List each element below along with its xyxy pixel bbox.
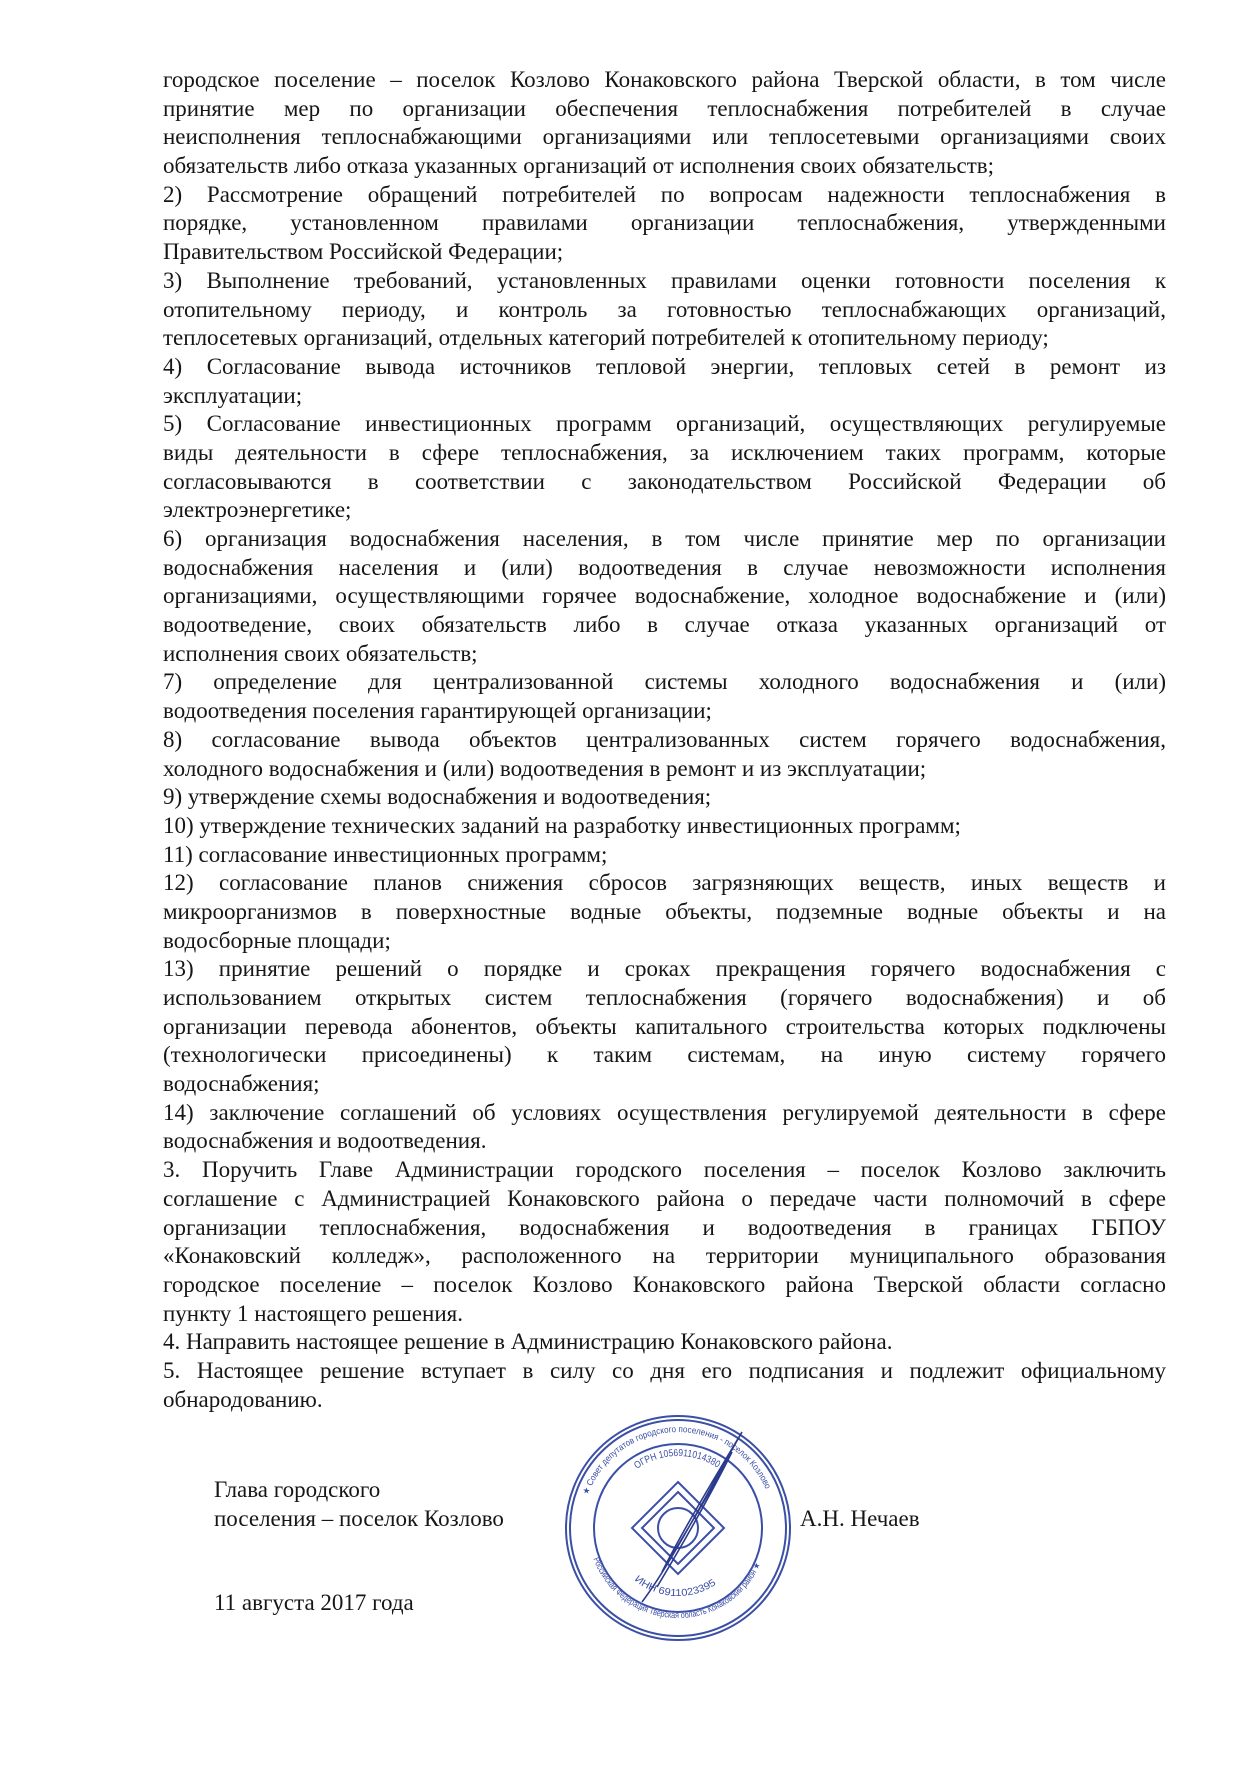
paragraph [163,353,1166,410]
text-line: виды деятельности в сфере теплоснабжения, за исключением таких программ, которые [163,439,1166,465]
document-body [163,66,1166,1414]
paragraph [163,668,1166,725]
text-line: эксплуатации; [163,382,303,408]
text-line: неисполнения теплоснабжающими организациями или теплосетевыми организациями своих [163,124,1166,150]
paragraph [163,955,1166,1098]
text-line: «Конаковский колледж», расположенного на территории муниципального образования [163,1243,1166,1269]
stamp-inn: ИНН 6911023395 [632,1573,718,1600]
paragraph [163,1328,1166,1357]
text-line: принятие мер по организации обеспечения теплоснабжения потребителей в случае [163,95,1166,121]
text-line: организации перевода абонентов, объекты капитального строительства которых подключены [163,1013,1166,1039]
text-line: порядке, установленном правилами организации теплоснабжения, утвержденными [163,210,1166,236]
text-line: водоснабжения населения и (или) водоотведения в случае невозможности исполнения [163,554,1166,580]
paragraph [163,841,1166,870]
paragraph [163,1156,1166,1328]
text-line: холодного водоснабжения и (или) водоотведения в ремонт и из эксплуатации; [163,755,927,781]
text-line: 3) Выполнение требований, установленных правилами оценки готовности поселения к [163,267,1166,293]
signatory-title-line2: поселения – поселок Козлово [214,1506,504,1531]
text-line: пункту 1 настоящего решения. [163,1300,463,1326]
text-line: исполнения своих обязательств; [163,640,478,666]
text-line: 9) утверждение схемы водоснабжения и водоотведения; [163,784,712,810]
text-line: 13) принятие решений о порядке и сроках прекращения горячего водоснабжения с [163,956,1166,982]
text-line: 5. Настоящее решение вступает в силу со дня его подписания и подлежит официальному [163,1357,1166,1383]
paragraph [163,1099,1166,1156]
text-line: 12) согласование планов снижения сбросов загрязняющих веществ, иных веществ и [163,870,1166,896]
paragraph [163,267,1166,353]
text-line: использованием открытых систем теплоснабжения (горячего водоснабжения) и об [163,985,1166,1010]
paragraph [163,869,1166,955]
paragraph [163,726,1166,783]
paragraph [163,181,1166,267]
paragraph [163,812,1166,841]
text-line: 11) согласование инвестиционных программ; [163,841,608,867]
text-line: обязательств либо отказа указанных организаций от исполнения своих обязательств; [163,153,995,179]
svg-text:ИНН 6911023395 [632,1574,718,1599]
text-line: 10) утверждение технических заданий на разработку инвестиционных программ; [163,812,961,838]
text-line: Правительством Российской Федерации; [163,239,564,265]
text-line: (технологически присоединены) к таким системам, на иную систему горячего [163,1042,1166,1068]
text-line: электроэнергетике; [163,497,352,523]
text-line: микроорганизмов в поверхностные водные объекты, подземные водные объекты и на [163,898,1166,924]
text-line: 6) организация водоснабжения населения, в том числе принятие мер по организации [163,526,1166,551]
paragraph [163,66,1166,181]
text-line: 2) Рассмотрение обращений потребителей по вопросам надежности теплоснабжения в [163,181,1166,207]
text-line: 4. Направить настоящее решение в Администрацию Конаковского района. [163,1329,893,1355]
text-line: отопительному периоду, и контроль за готовностью теплоснабжающих организаций, [163,296,1166,322]
paragraph [163,1357,1166,1414]
text-line: 8) согласование вывода объектов централизованных систем горячего водоснабжения, [163,726,1166,752]
paragraph [163,525,1166,668]
text-line: 4) Согласование вывода источников тепловой энергии, тепловых сетей в ремонт из [163,353,1166,379]
paragraph [163,783,1166,812]
stamp-ogrn: ОГРН 1056911014380 [632,1447,723,1472]
text-line: 5) Согласование инвестиционных программ организаций, осуществляющих регулируемые [163,411,1166,437]
text-line: согласовываются в соответствии с законодательством Российской Федерации об [163,468,1166,494]
text-line: водосборные площади; [163,927,391,953]
signatory-name: А.Н. Нечаев [800,1506,920,1531]
svg-text:★ Совет депутатов городского п [580,1424,773,1496]
text-line: водоснабжения; [163,1071,320,1097]
text-line: городское поселение – поселок Козлово Конаковского района Тверской области, в том числе [163,67,1166,92]
text-line: теплосетевых организаций, отдельных категорий потребителей к отопительному периоду; [163,325,1049,351]
official-stamp [562,1412,794,1644]
text-line: организациями, осуществляющими горячее водоснабжение, холодное водоснабжение и (или) [163,583,1166,609]
text-line: 7) определение для централизованной системы холодного водоснабжения и (или) [163,669,1166,695]
paragraph [163,410,1166,525]
stamp-text-top: ★ Совет депутатов городского поселения - поселок Козлово [580,1424,774,1496]
text-line: соглашение с Администрацией Конаковского района о передаче части полномочий в сфере [163,1185,1166,1211]
text-line: организации теплоснабжения, водоснабжения и водоотведения в границах ГБПОУ [163,1214,1166,1240]
signature-date: 11 августа 2017 года [214,1590,414,1615]
text-line: водоотведение, своих обязательств либо в случае отказа указанных организаций от [163,612,1166,638]
text-line: 3. Поручить Главе Администрации городского поселения – поселок Козлово заключить [163,1157,1166,1183]
text-line: водоснабжения и водоотведения. [163,1128,487,1154]
signatory-title-line1: Глава городского [214,1477,381,1502]
text-line: 14) заключение соглашений об условиях осуществления регулируемой деятельности в сфере [163,1099,1166,1125]
text-line: водоотведения поселения гарантирующей организации; [163,698,712,724]
svg-text:Российская Федерация Тверская [591,1556,762,1620]
text-line: обнародованию. [163,1386,323,1412]
text-line: городское поселение – поселок Козлово Конаковского района Тверской области согласно [163,1271,1166,1297]
stamp-text-bottom: Российская Федерация Тверская область Конаковский район ★ [591,1555,764,1621]
